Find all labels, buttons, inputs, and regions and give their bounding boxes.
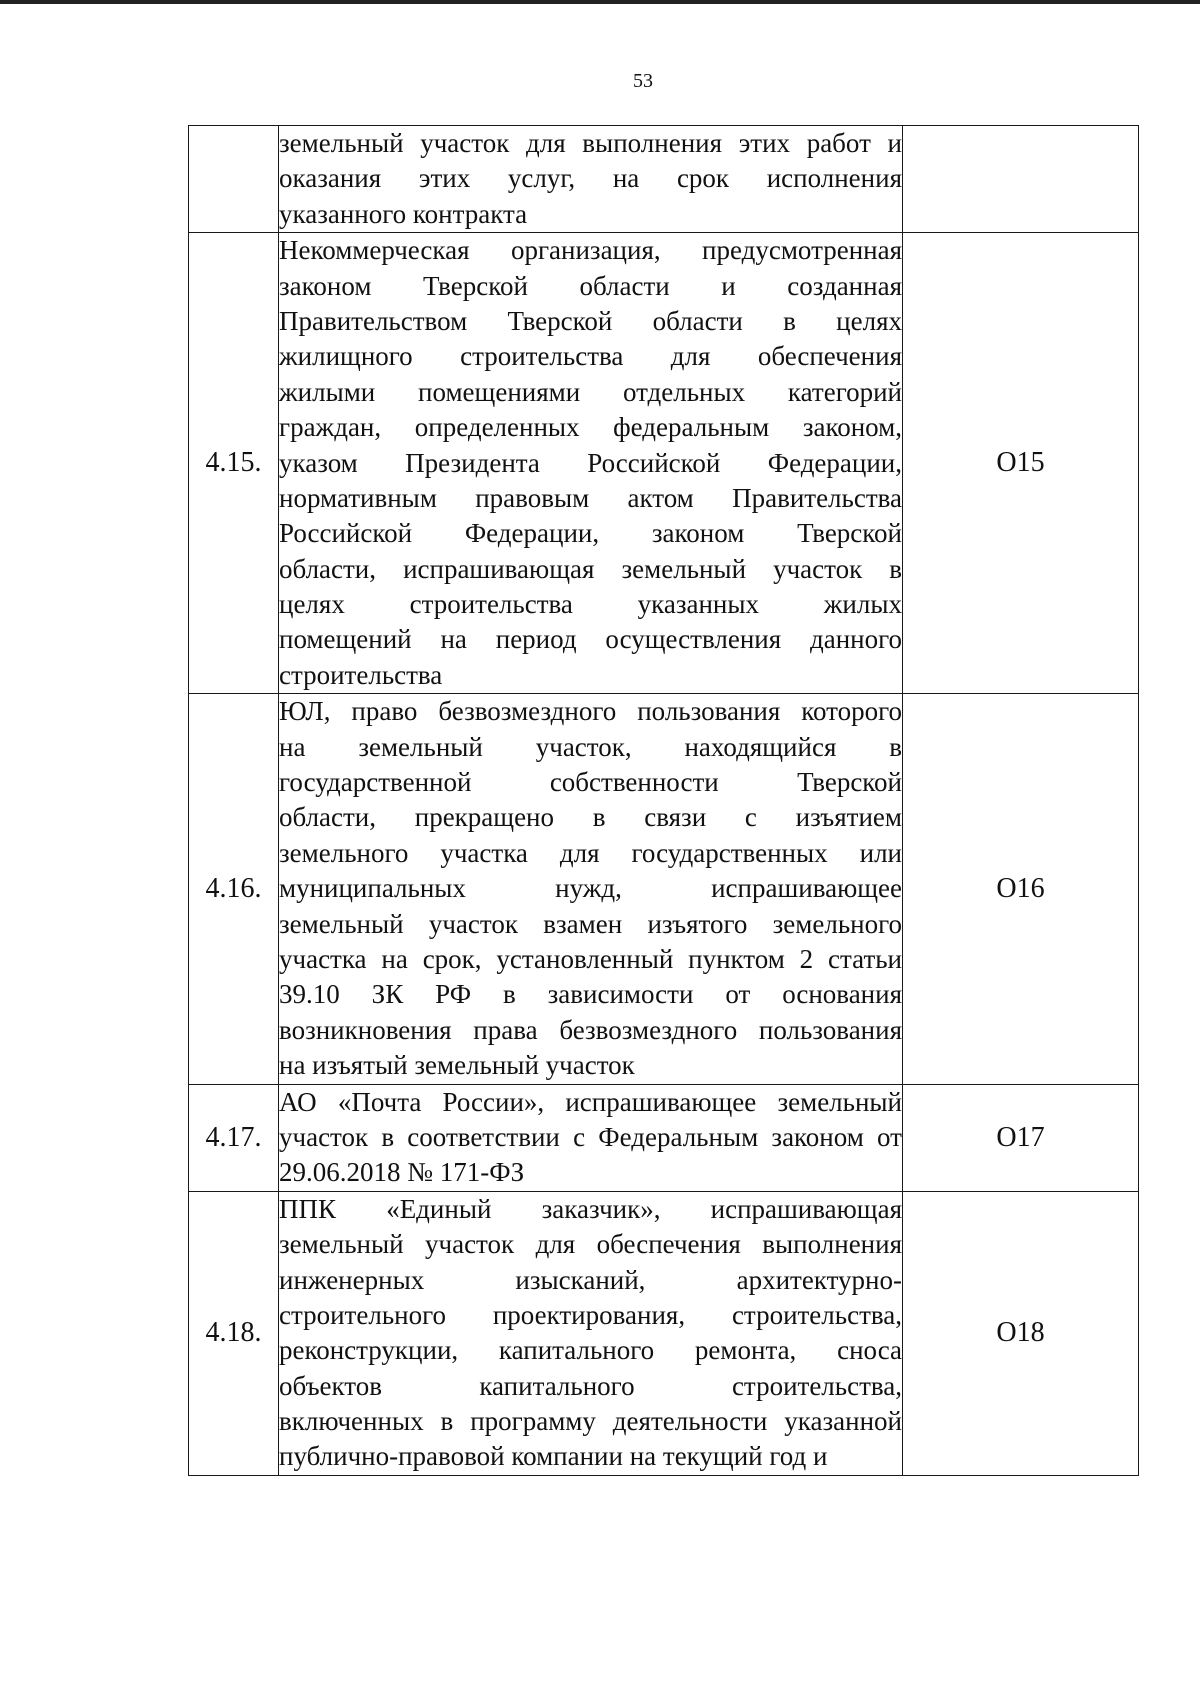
description-line: Некоммерческая организация, предусмотренная: [279, 235, 902, 266]
description-line: на изъятый земельный участок: [279, 1050, 635, 1081]
item-code-cell: O17: [903, 1084, 1139, 1191]
description-line: 39.10 ЗК РФ в зависимости от основания: [279, 979, 902, 1010]
description-line: инженерных изысканий, архитектурно-: [279, 1264, 902, 1295]
description-line: реконструкции, капитального ремонта, сноса: [279, 1335, 902, 1366]
description-line: области, прекращено в связи с изъятием: [279, 802, 902, 833]
description-line: нормативным правовым актом Правительства: [279, 482, 902, 513]
description-line: строительного проектирования, строительства,: [279, 1299, 902, 1330]
page-number: 53: [633, 70, 653, 92]
description-line: на земельный участок, находящийся в: [279, 731, 902, 762]
item-code-cell: O18: [903, 1191, 1139, 1475]
description-line: объектов капитального строительства,: [279, 1370, 902, 1401]
table-row: [189, 126, 1139, 233]
table-row: [189, 1191, 1139, 1475]
description-line: законом Тверской области и созданная: [279, 270, 902, 301]
description-line: Российской Федерации, законом Тверской: [279, 518, 902, 549]
description-line: муниципальных нужд, испрашивающее: [279, 873, 902, 904]
table-row: [189, 694, 1139, 1084]
description-line: государственной собственности Тверской: [279, 767, 902, 798]
document-table-body: [189, 126, 1139, 1476]
table-row: [189, 1084, 1139, 1191]
description-line: публично-правовой компании на текущий год и: [279, 1441, 828, 1472]
description-line: жилыми помещениями отдельных категорий: [279, 376, 902, 407]
description-line: включенных в программу деятельности указанной: [279, 1406, 902, 1437]
item-code-cell: [903, 126, 1139, 233]
item-code-cell: O16: [903, 694, 1139, 1084]
item-description-cell: [279, 126, 903, 233]
item-description-cell: [279, 1191, 903, 1475]
description-line: указом Президента Российской Федерации,: [279, 447, 902, 478]
top-border-rule: [0, 0, 1200, 4]
description-line: строительства: [279, 659, 443, 690]
description-line: земельного участка для государственных или: [279, 837, 902, 868]
item-number-cell: 4.15.: [189, 233, 279, 694]
table-row: [189, 233, 1139, 694]
item-number-cell: [189, 126, 279, 233]
description-line: помещений на период осуществления данного: [279, 624, 902, 655]
item-number-cell: 4.17.: [189, 1084, 279, 1191]
description-line: 29.06.2018 № 171-ФЗ: [279, 1157, 525, 1188]
item-description-cell: [279, 1084, 903, 1191]
description-line: оказания этих услуг, на срок исполнения: [279, 163, 902, 194]
description-line: земельный участок взамен изъятого земельного: [279, 908, 902, 939]
document-table: [188, 125, 1139, 1476]
item-number-cell: 4.18.: [189, 1191, 279, 1475]
description-line: земельный участок для выполнения этих работ и: [279, 128, 902, 158]
description-line: области, испрашивающая земельный участок в: [279, 553, 902, 584]
description-line: целях строительства указанных жилых: [279, 589, 902, 620]
item-code-cell: O15: [903, 233, 1139, 694]
item-number-cell: 4.16.: [189, 694, 279, 1084]
description-line: ЮЛ, право безвозмездного пользования которого: [279, 696, 902, 727]
description-line: АО «Почта России», испрашивающее земельный: [279, 1086, 902, 1117]
description-line: указанного контракта: [279, 198, 528, 229]
description-line: возникновения права безвозмездного пользования: [279, 1014, 902, 1045]
description-line: граждан, определенных федеральным законом,: [279, 412, 902, 443]
description-line: ППК «Единый заказчик», испрашивающая: [279, 1193, 902, 1224]
description-line: жилищного строительства для обеспечения: [279, 341, 902, 372]
description-line: Правительством Тверской области в целях: [279, 305, 902, 336]
item-description-cell: [279, 233, 903, 694]
description-line: участка на срок, установленный пунктом 2 статьи: [279, 943, 902, 974]
item-description-cell: [279, 694, 903, 1084]
description-line: земельный участок для обеспечения выполнения: [279, 1229, 902, 1260]
description-line: участок в соответствии с Федеральным законом от: [279, 1121, 902, 1152]
